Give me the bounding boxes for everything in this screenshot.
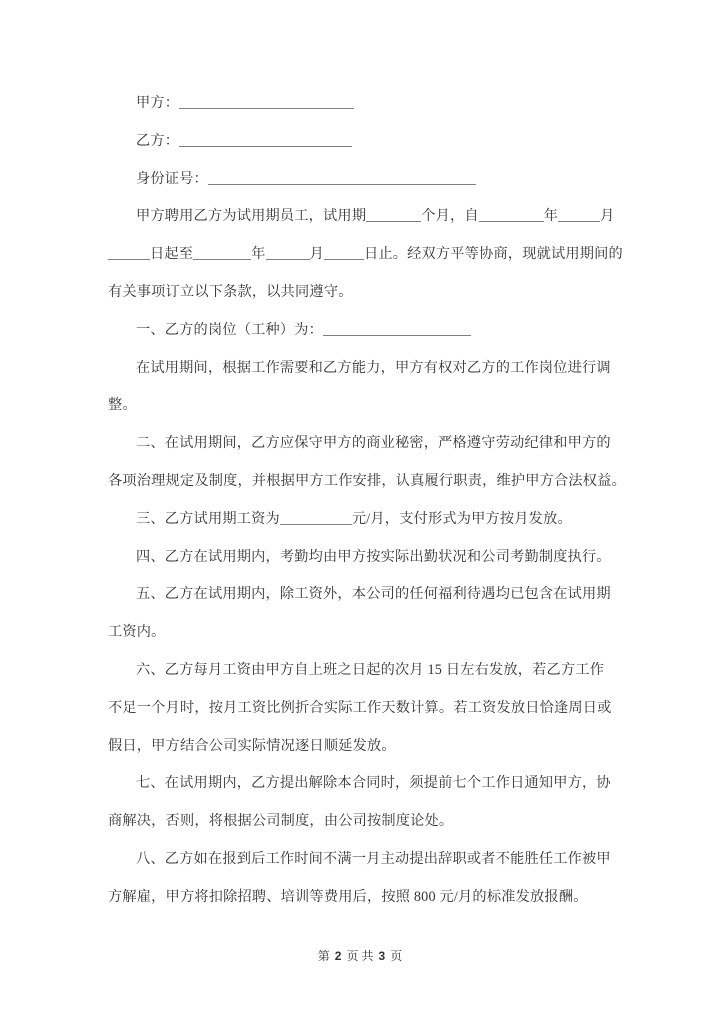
text-run: 甲方： — [136, 95, 180, 111]
line-clause-1-note-1 — [108, 350, 614, 388]
text-run: 元/月，支付形式为甲方按月发放。 — [351, 510, 572, 527]
line-clause-6-2 — [108, 690, 614, 728]
text-run: 月 — [600, 208, 615, 225]
line-clause-7-2 — [108, 803, 614, 841]
text-run: 二、在试用期间，乙方应保守甲方的商业秘密，严格遵守劳动纪律和甲方的 — [136, 435, 611, 452]
line-clause-6-1 — [108, 652, 614, 690]
text-run: 各项治理规定及制度，并根据甲方工作安排，认真履行职责，维护甲方合法权益。 — [108, 472, 626, 489]
text-run: 四、乙方在试用期内，考勤均由甲方按实际出勤状况和公司考勤制度执行。 — [136, 548, 611, 565]
line-clause-2-2 — [108, 463, 626, 501]
text-run: 假日，甲方结合公司实际情况逐日顺延发放。 — [108, 737, 396, 754]
text-run: 日起至 — [150, 246, 194, 263]
line-clause-8-1 — [108, 841, 614, 879]
text-run: 在试用期间，根据工作需要和乙方能力，甲方有权对乙方的工作岗位进行调 — [136, 359, 611, 376]
fill-in-blank — [479, 209, 544, 222]
text-run: 七、在试用期内，乙方提出解除本合同时，须提前七个工作日通知甲方，协 — [136, 775, 611, 792]
fill-in-blank — [179, 134, 352, 147]
page-footer — [0, 948, 720, 964]
text-run: 年 — [543, 208, 559, 225]
line-intro-1 — [108, 198, 614, 236]
text-run: 方解雇，甲方将扣除招聘、培训等费用后，按照 800 元/月的标准发放报酬。 — [108, 888, 588, 905]
line-clause-8-2 — [108, 879, 614, 917]
line-clause-1 — [108, 312, 614, 350]
fill-in-blank — [323, 323, 471, 336]
text-run: 不足一个月时，按月工资比例折合实际工作天数计算。若工资发放日恰逢周日或 — [108, 699, 612, 716]
text-run: 月 — [309, 246, 324, 263]
line-clause-6-3 — [108, 728, 614, 766]
text-run: 三、乙方试用期工资为 — [136, 510, 280, 527]
text-run: 工资内。 — [108, 624, 166, 641]
line-clause-4 — [108, 539, 614, 577]
line-intro-3 — [108, 274, 614, 312]
text-run: 个月，自 — [421, 208, 479, 225]
text-run: 五、乙方在试用期内，除工资外，本公司的任何福利待遇均已包含在试用期 — [136, 586, 611, 603]
footer-separator: 页 共 — [346, 949, 374, 963]
fill-in-blank — [108, 247, 150, 260]
line-clause-5-2 — [108, 614, 614, 652]
footer-prefix: 第 — [317, 949, 330, 963]
text-run: 六、乙方每月工资由甲方自上班之日起的次月 15 日左右发放，若乙方工作 — [136, 661, 605, 678]
text-run: 整。 — [108, 397, 137, 414]
fill-in-blank — [266, 247, 310, 260]
line-clause-7-1 — [108, 765, 614, 803]
line-clause-3 — [108, 501, 614, 539]
document-body — [108, 85, 626, 917]
text-run: 甲方聘用乙方为试用期员工，试用期 — [136, 208, 367, 225]
fill-in-blank — [193, 247, 251, 260]
text-run: 商解决，否则，将根据公司制度，由公司按制度论处。 — [108, 813, 454, 830]
line-id-number — [108, 161, 614, 199]
line-clause-2-1 — [108, 425, 614, 463]
text-run: 乙方： — [136, 132, 180, 149]
fill-in-blank — [558, 209, 600, 222]
text-run: 八、乙方如在报到后工作时间不满一月主动提出辞职或者不能胜任工作被甲 — [136, 850, 611, 867]
footer-total-pages: 3 — [378, 949, 386, 963]
text-run: 有关事项订立以下条款，以共同遵守。 — [108, 283, 353, 300]
line-party-a — [108, 85, 614, 123]
fill-in-blank — [179, 96, 354, 109]
text-run: 身份证号： — [136, 170, 208, 187]
line-clause-1-note-2 — [108, 387, 614, 425]
fill-in-blank — [324, 247, 364, 260]
text-run: 日止。经双方平等协商，现就试用期间的 — [363, 246, 623, 263]
text-run: 一、乙方的岗位（工种）为： — [136, 321, 324, 338]
line-party-b — [108, 123, 614, 161]
fill-in-blank — [280, 512, 352, 525]
line-clause-5-1 — [108, 576, 614, 614]
fill-in-blank — [366, 209, 421, 222]
fill-in-blank — [208, 172, 476, 185]
footer-suffix: 页 — [390, 949, 403, 963]
line-intro-2 — [108, 236, 623, 274]
text-run: 年 — [251, 246, 266, 263]
footer-current-page: 2 — [334, 949, 342, 963]
